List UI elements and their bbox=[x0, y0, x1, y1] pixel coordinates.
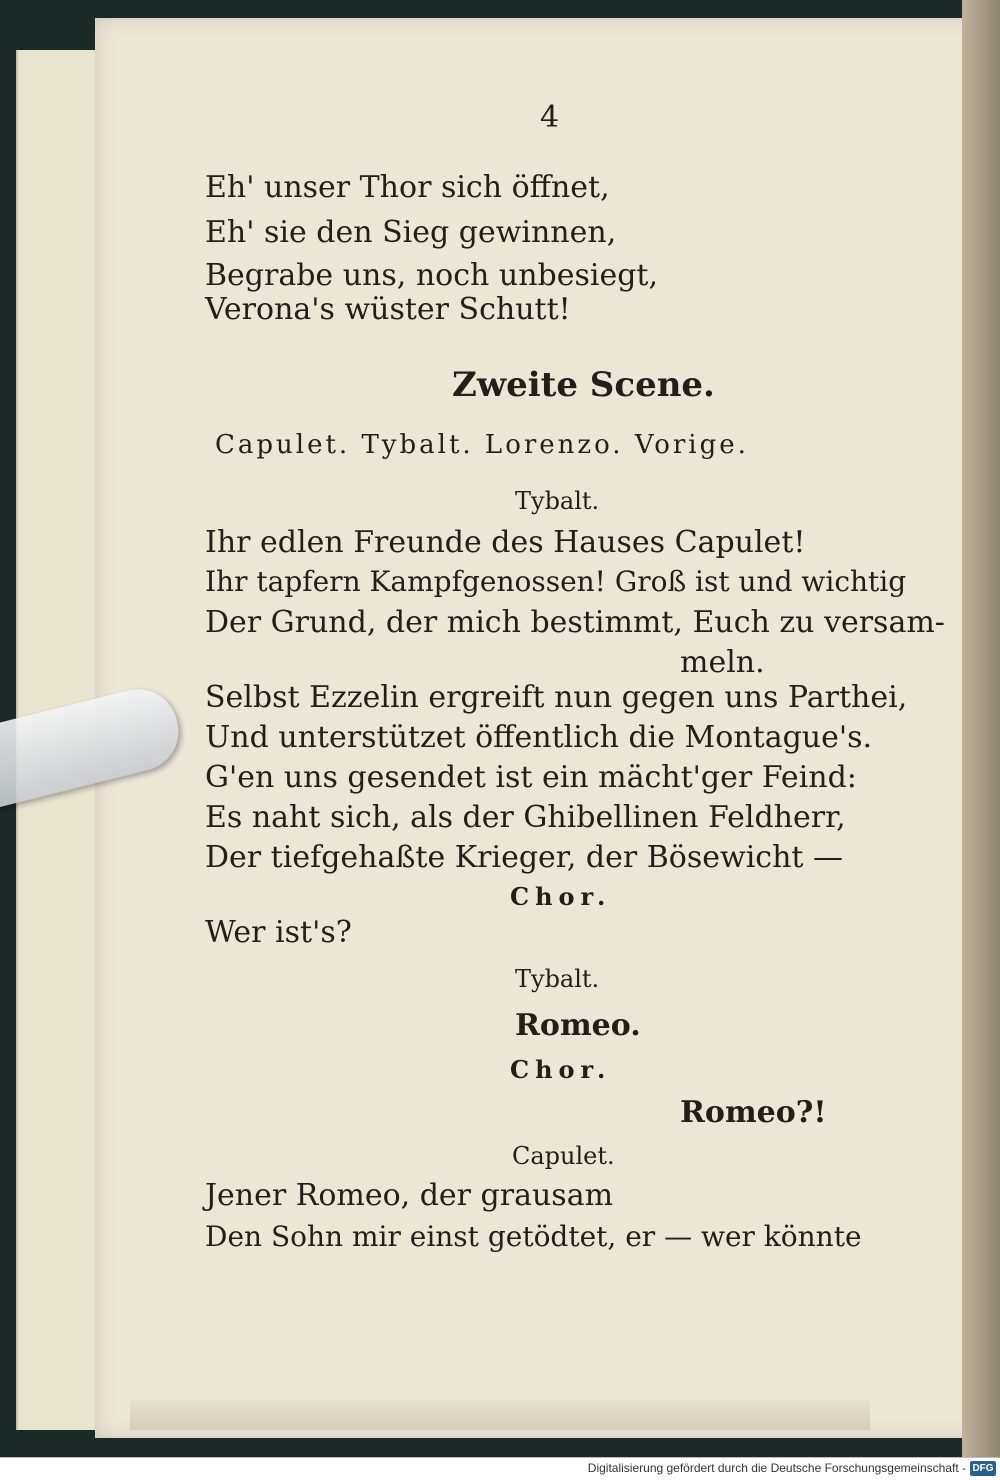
dialogue-line: meln. bbox=[680, 645, 765, 680]
book-spine-edge bbox=[962, 0, 1000, 1460]
dialogue-line: Der Grund, der mich bestimmt, Euch zu versam- bbox=[205, 605, 945, 640]
speaker-capulet: Capulet. bbox=[512, 1142, 615, 1170]
stanza-line-3: Begrabe uns, noch unbesiegt, bbox=[205, 258, 659, 293]
digitization-footer bbox=[0, 1457, 1000, 1480]
scene-title: Zweite Scene. bbox=[452, 365, 715, 405]
dialogue-line: Den Sohn mir einst getödtet, er — wer könnte bbox=[205, 1220, 862, 1253]
dialogue-line: Und unterstützet öffentlich die Montague's. bbox=[205, 720, 873, 755]
dialogue-line: Selbst Ezzelin ergreift nun gegen uns Parthei, bbox=[205, 680, 908, 715]
stanza-line-4: Verona's wüster Schutt! bbox=[205, 292, 571, 327]
dialogue-line: Romeo?! bbox=[680, 1095, 827, 1130]
dialogue-line: Jener Romeo, der grausam bbox=[205, 1178, 614, 1213]
page-number: 4 bbox=[540, 100, 560, 135]
dialogue-line: Romeo. bbox=[515, 1008, 641, 1043]
dialogue-line: Wer ist's? bbox=[205, 915, 352, 950]
dialogue-line: G'en uns gesendet ist ein mächt'ger Feind: bbox=[205, 760, 857, 795]
dialogue-line: Der tiefgehaßte Krieger, der Bösewicht — bbox=[205, 840, 843, 875]
speaker-chor: Chor. bbox=[510, 882, 612, 911]
speaker-tybalt: Tybalt. bbox=[515, 487, 600, 515]
dfg-logo: DFG bbox=[970, 1461, 996, 1476]
dialogue-line: Es naht sich, als der Ghibellinen Feldherr, bbox=[205, 800, 846, 835]
stanza-line-1: Eh' unser Thor sich öffnet, bbox=[205, 170, 610, 205]
dialogue-line: Ihr edlen Freunde des Hauses Capulet! bbox=[205, 525, 806, 560]
page-edge bbox=[130, 1400, 870, 1430]
speaker-tybalt: Tybalt. bbox=[515, 965, 600, 993]
funding-credit: Digitalisierung gefördert durch die Deutsche Forschungsgemeinschaft - bbox=[587, 1461, 966, 1475]
dialogue-line: Ihr tapfern Kampfgenossen! Groß ist und wichtig bbox=[205, 565, 907, 598]
speaker-chor: Chor. bbox=[510, 1055, 612, 1084]
cast-list: Capulet. Tybalt. Lorenzo. Vorige. bbox=[215, 430, 749, 460]
stanza-line-2: Eh' sie den Sieg gewinnen, bbox=[205, 215, 617, 250]
